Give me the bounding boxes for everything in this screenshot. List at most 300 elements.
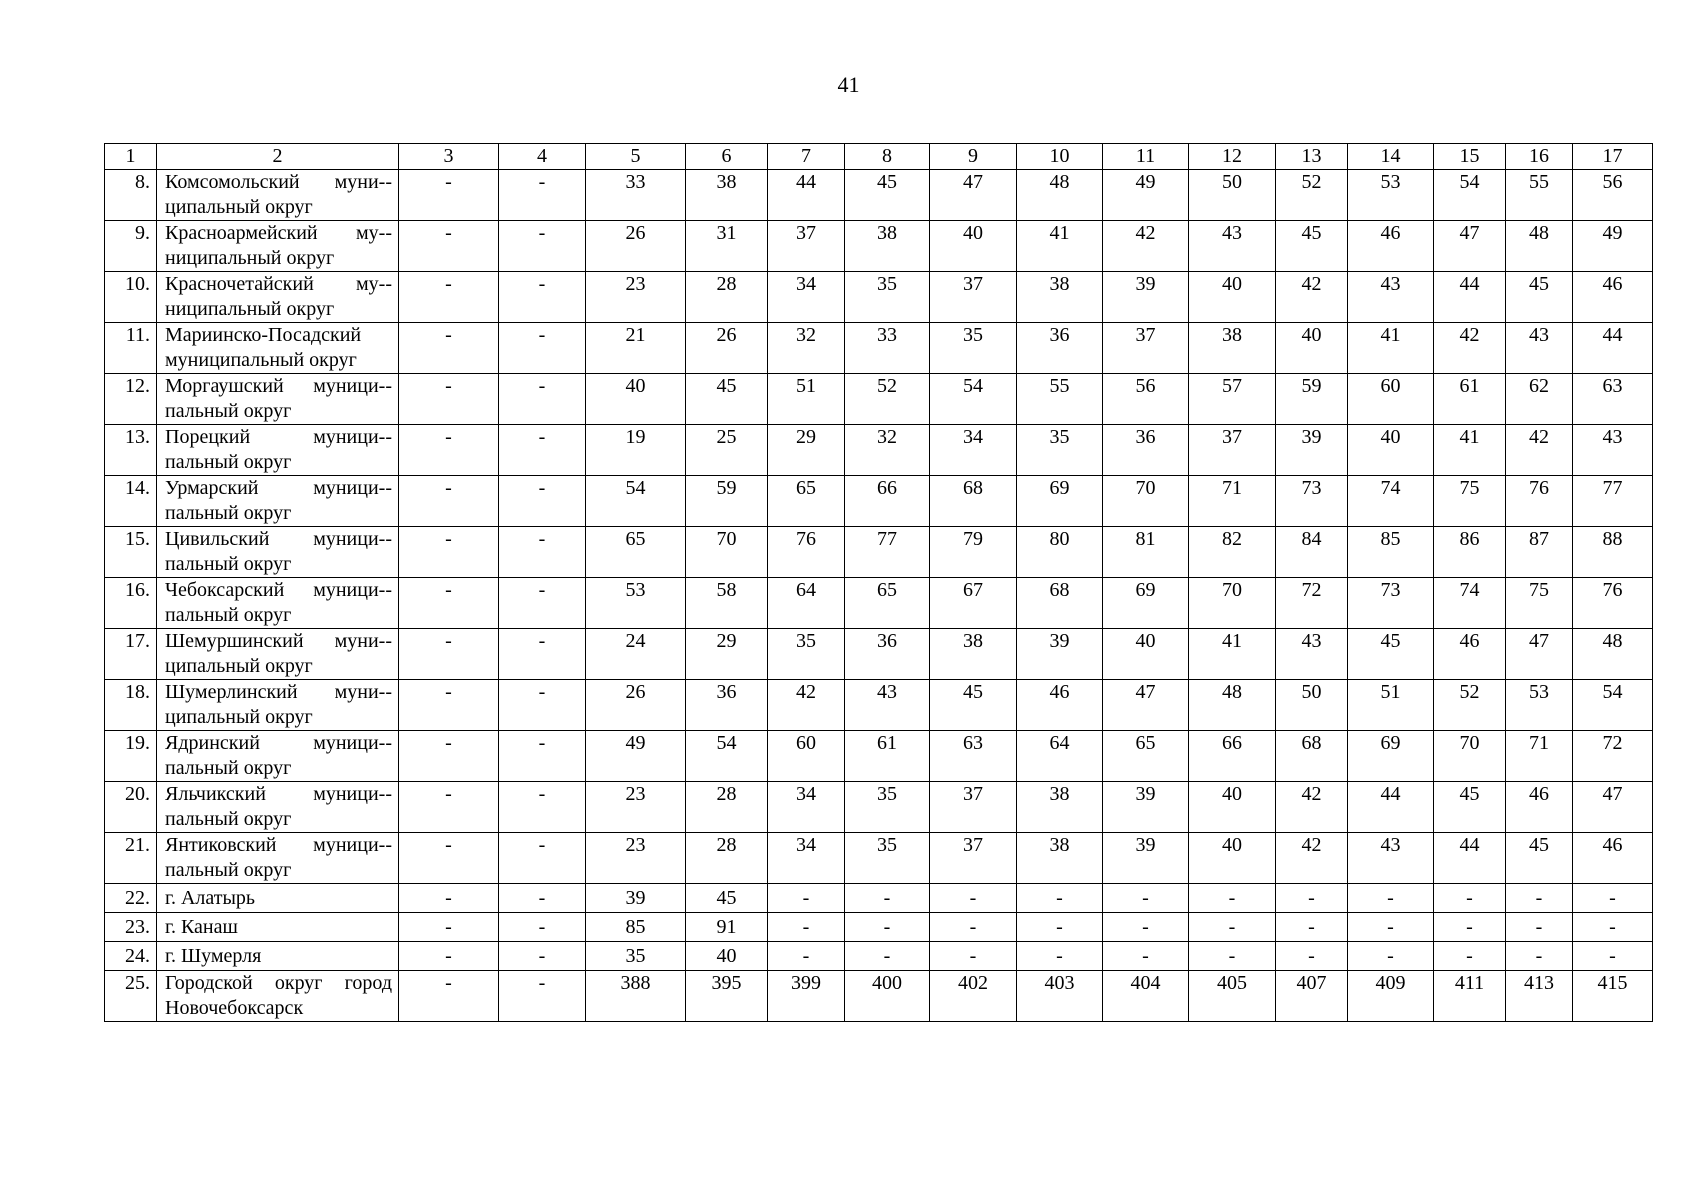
table-cell: 37 <box>930 833 1017 884</box>
table-cell: 44 <box>1434 833 1506 884</box>
table-cell: 75 <box>1506 578 1573 629</box>
table-cell: - <box>1103 884 1189 913</box>
municipality-name: г. Канаш <box>157 913 399 942</box>
table-cell: 31 <box>686 221 768 272</box>
table-cell: 43 <box>845 680 930 731</box>
table-cell: 54 <box>930 374 1017 425</box>
column-header: 4 <box>499 144 586 170</box>
table-cell: 34 <box>768 272 845 323</box>
table-cell: 34 <box>930 425 1017 476</box>
table-cell: - <box>499 942 586 971</box>
table-cell: 68 <box>1017 578 1103 629</box>
table-cell: 46 <box>1434 629 1506 680</box>
table-cell: 33 <box>845 323 930 374</box>
table-cell: 21 <box>586 323 686 374</box>
column-header: 12 <box>1189 144 1276 170</box>
table-cell: 41 <box>1189 629 1276 680</box>
table-cell: - <box>1103 942 1189 971</box>
municipality-name: Урмарский муници-пальный округ <box>157 476 399 527</box>
table-cell: 49 <box>1103 170 1189 221</box>
table-cell: 76 <box>1573 578 1653 629</box>
table-cell: - <box>768 942 845 971</box>
table-cell: - <box>399 374 499 425</box>
table-cell: - <box>499 374 586 425</box>
table-cell: 66 <box>1189 731 1276 782</box>
table-cell: - <box>399 170 499 221</box>
municipality-name: г. Алатырь <box>157 884 399 913</box>
table-cell: 50 <box>1189 170 1276 221</box>
table-cell: 49 <box>586 731 686 782</box>
table-cell: 44 <box>1434 272 1506 323</box>
table-cell: - <box>768 913 845 942</box>
table-cell: 44 <box>1348 782 1434 833</box>
table-cell: 53 <box>586 578 686 629</box>
table-cell: 51 <box>1348 680 1434 731</box>
table-cell: 46 <box>1017 680 1103 731</box>
table-cell: 48 <box>1506 221 1573 272</box>
table-cell: 76 <box>768 527 845 578</box>
table-cell: 56 <box>1103 374 1189 425</box>
table-cell: - <box>1506 913 1573 942</box>
table-cell: 48 <box>1189 680 1276 731</box>
table-cell: 47 <box>1103 680 1189 731</box>
column-header: 16 <box>1506 144 1573 170</box>
table-cell: 35 <box>930 323 1017 374</box>
table-cell: 23 <box>586 782 686 833</box>
table-cell: - <box>1017 913 1103 942</box>
table-row <box>105 221 1653 272</box>
table-cell: 405 <box>1189 971 1276 1022</box>
municipality-name: Ядринский муници-пальный округ <box>157 731 399 782</box>
row-number: 20. <box>105 782 157 833</box>
table-cell: 58 <box>686 578 768 629</box>
row-number: 13. <box>105 425 157 476</box>
table-cell: - <box>1189 942 1276 971</box>
table-cell: 65 <box>1103 731 1189 782</box>
table-cell: 400 <box>845 971 930 1022</box>
table-cell: - <box>499 833 586 884</box>
table-cell: 41 <box>1348 323 1434 374</box>
column-header: 2 <box>157 144 399 170</box>
table-row <box>105 680 1653 731</box>
table-cell: - <box>399 680 499 731</box>
table-cell: 28 <box>686 833 768 884</box>
table-cell: - <box>399 971 499 1022</box>
table-cell: 45 <box>1434 782 1506 833</box>
table-cell: 43 <box>1189 221 1276 272</box>
table-cell: 34 <box>768 782 845 833</box>
table-cell: 63 <box>930 731 1017 782</box>
table-cell: - <box>499 782 586 833</box>
table-row <box>105 476 1653 527</box>
table-row <box>105 971 1653 1022</box>
table-cell: - <box>845 913 930 942</box>
table-cell: 79 <box>930 527 1017 578</box>
municipality-name: Красночетайский му-ниципальный округ <box>157 272 399 323</box>
table-cell: - <box>499 680 586 731</box>
table-cell: 68 <box>930 476 1017 527</box>
table-cell: 47 <box>930 170 1017 221</box>
row-number: 18. <box>105 680 157 731</box>
column-header: 15 <box>1434 144 1506 170</box>
column-header: 6 <box>686 144 768 170</box>
municipality-name: Яльчикский муници-пальный округ <box>157 782 399 833</box>
table-cell: - <box>399 527 499 578</box>
table-row <box>105 323 1653 374</box>
table-cell: 36 <box>686 680 768 731</box>
row-number: 24. <box>105 942 157 971</box>
table-cell: 88 <box>1573 527 1653 578</box>
row-number: 16. <box>105 578 157 629</box>
table-cell: 40 <box>1348 425 1434 476</box>
table-cell: 37 <box>1189 425 1276 476</box>
table-cell: 36 <box>1103 425 1189 476</box>
table-cell: 54 <box>586 476 686 527</box>
table-cell: 399 <box>768 971 845 1022</box>
table-cell: 53 <box>1348 170 1434 221</box>
table-cell: 59 <box>686 476 768 527</box>
table-cell: 85 <box>1348 527 1434 578</box>
table-row <box>105 374 1653 425</box>
table-cell: 388 <box>586 971 686 1022</box>
table-cell: 42 <box>1276 782 1348 833</box>
table-cell: - <box>499 731 586 782</box>
table-cell: 77 <box>845 527 930 578</box>
table-cell: 48 <box>1573 629 1653 680</box>
table-cell: - <box>399 833 499 884</box>
table-cell: 39 <box>586 884 686 913</box>
table-cell: 42 <box>1276 272 1348 323</box>
table-cell: 40 <box>686 942 768 971</box>
table-cell: - <box>1348 942 1434 971</box>
table-cell: 37 <box>930 272 1017 323</box>
table-cell: 40 <box>1276 323 1348 374</box>
table-cell: 40 <box>930 221 1017 272</box>
table-cell: 41 <box>1434 425 1506 476</box>
page-number: 41 <box>837 72 860 97</box>
column-header: 13 <box>1276 144 1348 170</box>
table-cell: 73 <box>1276 476 1348 527</box>
table-cell: 46 <box>1573 272 1653 323</box>
municipality-name: Шемуршинский муни-ципальный округ <box>157 629 399 680</box>
table-cell: 82 <box>1189 527 1276 578</box>
table-cell: 413 <box>1506 971 1573 1022</box>
table-cell: 40 <box>1189 272 1276 323</box>
table-cell: 39 <box>1103 833 1189 884</box>
table-cell: - <box>1434 913 1506 942</box>
row-number: 21. <box>105 833 157 884</box>
row-number: 22. <box>105 884 157 913</box>
row-number: 19. <box>105 731 157 782</box>
table-header <box>105 144 1653 170</box>
table-cell: 65 <box>586 527 686 578</box>
table-cell: 76 <box>1506 476 1573 527</box>
table-cell: 74 <box>1348 476 1434 527</box>
table-cell: 403 <box>1017 971 1103 1022</box>
table-cell: - <box>930 884 1017 913</box>
table-cell: 49 <box>1573 221 1653 272</box>
table-cell: 59 <box>1276 374 1348 425</box>
table-cell: - <box>1506 942 1573 971</box>
table-cell: - <box>399 782 499 833</box>
table-cell: 40 <box>586 374 686 425</box>
table-cell: - <box>1348 884 1434 913</box>
table-cell: - <box>1348 913 1434 942</box>
municipality-name: Красноармейский му-ниципальный округ <box>157 221 399 272</box>
table-cell: - <box>1189 913 1276 942</box>
table-cell: 38 <box>930 629 1017 680</box>
table-cell: 52 <box>845 374 930 425</box>
table-cell: 62 <box>1506 374 1573 425</box>
table-cell: 37 <box>1103 323 1189 374</box>
municipality-name: Комсомольский муни-ципальный округ <box>157 170 399 221</box>
table-cell: 77 <box>1573 476 1653 527</box>
table-cell: 47 <box>1506 629 1573 680</box>
table-cell: 35 <box>1017 425 1103 476</box>
municipality-name: Чебоксарский муници-пальный округ <box>157 578 399 629</box>
column-header: 10 <box>1017 144 1103 170</box>
table-cell: 42 <box>1276 833 1348 884</box>
table-cell: - <box>399 578 499 629</box>
table-cell: - <box>499 170 586 221</box>
table-cell: 72 <box>1573 731 1653 782</box>
table-cell: 28 <box>686 782 768 833</box>
table-cell: 66 <box>845 476 930 527</box>
table-cell: - <box>399 323 499 374</box>
table-cell: - <box>1276 884 1348 913</box>
column-header: 17 <box>1573 144 1653 170</box>
table-cell: 39 <box>1103 782 1189 833</box>
table-cell: 70 <box>1434 731 1506 782</box>
table-cell: 64 <box>1017 731 1103 782</box>
table-cell: - <box>499 971 586 1022</box>
table-row <box>105 629 1653 680</box>
table-cell: 39 <box>1017 629 1103 680</box>
table-cell: 52 <box>1276 170 1348 221</box>
table-cell: 45 <box>1348 629 1434 680</box>
table-cell: 39 <box>1276 425 1348 476</box>
table-cell: - <box>499 884 586 913</box>
table-cell: - <box>1434 942 1506 971</box>
table-row <box>105 272 1653 323</box>
table-cell: 72 <box>1276 578 1348 629</box>
table-cell: 86 <box>1434 527 1506 578</box>
column-header: 3 <box>399 144 499 170</box>
table-cell: - <box>768 884 845 913</box>
table-cell: 35 <box>768 629 845 680</box>
table-cell: 70 <box>686 527 768 578</box>
table-cell: - <box>1573 913 1653 942</box>
table-cell: - <box>499 323 586 374</box>
table-cell: - <box>845 884 930 913</box>
table-cell: 45 <box>686 374 768 425</box>
table-cell: 70 <box>1189 578 1276 629</box>
table-cell: 43 <box>1276 629 1348 680</box>
table-cell: 40 <box>1189 782 1276 833</box>
column-header: 5 <box>586 144 686 170</box>
table-cell: 37 <box>930 782 1017 833</box>
table-cell: 69 <box>1103 578 1189 629</box>
table-cell: 35 <box>845 833 930 884</box>
table-cell: 73 <box>1348 578 1434 629</box>
table-cell: - <box>499 578 586 629</box>
table-cell: 61 <box>1434 374 1506 425</box>
table-cell: - <box>399 425 499 476</box>
column-header: 14 <box>1348 144 1434 170</box>
table-cell: 45 <box>686 884 768 913</box>
table-cell: 24 <box>586 629 686 680</box>
table-cell: 23 <box>586 272 686 323</box>
table-cell: 44 <box>768 170 845 221</box>
table-cell: 402 <box>930 971 1017 1022</box>
table-cell: 61 <box>845 731 930 782</box>
table-cell: 80 <box>1017 527 1103 578</box>
table-cell: 65 <box>845 578 930 629</box>
column-header: 9 <box>930 144 1017 170</box>
row-number: 14. <box>105 476 157 527</box>
table-cell: 45 <box>1506 833 1573 884</box>
municipality-name: Шумерлинский муни-ципальный округ <box>157 680 399 731</box>
table-row <box>105 833 1653 884</box>
row-number: 9. <box>105 221 157 272</box>
row-number: 17. <box>105 629 157 680</box>
table-cell: - <box>499 913 586 942</box>
table-cell: 54 <box>1573 680 1653 731</box>
column-header: 11 <box>1103 144 1189 170</box>
table-row <box>105 942 1653 971</box>
table-cell: 64 <box>768 578 845 629</box>
table-cell: 71 <box>1189 476 1276 527</box>
table-cell: - <box>1434 884 1506 913</box>
table-cell: 75 <box>1434 476 1506 527</box>
table-cell: 60 <box>768 731 845 782</box>
table-cell: 40 <box>1189 833 1276 884</box>
table-cell: 38 <box>686 170 768 221</box>
municipality-name: Янтиковский муници-пальный округ <box>157 833 399 884</box>
table-cell: 38 <box>1017 272 1103 323</box>
table-cell: 29 <box>686 629 768 680</box>
table-cell: 37 <box>768 221 845 272</box>
table-cell: 26 <box>686 323 768 374</box>
table-cell: 409 <box>1348 971 1434 1022</box>
table-cell: 415 <box>1573 971 1653 1022</box>
table-cell: 35 <box>845 272 930 323</box>
table-cell: 45 <box>930 680 1017 731</box>
table-cell: 74 <box>1434 578 1506 629</box>
table-cell: 60 <box>1348 374 1434 425</box>
header-row <box>105 144 1653 170</box>
table-cell: - <box>499 221 586 272</box>
table-cell: 65 <box>768 476 845 527</box>
table-cell: 38 <box>1017 782 1103 833</box>
table-cell: 71 <box>1506 731 1573 782</box>
municipality-name: Городской округ город Новочебоксарск <box>157 971 399 1022</box>
table-row <box>105 884 1653 913</box>
table-cell: 411 <box>1434 971 1506 1022</box>
column-header: 8 <box>845 144 930 170</box>
table-cell: 68 <box>1276 731 1348 782</box>
table-cell: 48 <box>1017 170 1103 221</box>
table-cell: - <box>1573 942 1653 971</box>
table-cell: 87 <box>1506 527 1573 578</box>
municipality-name: Цивильский муници-пальный округ <box>157 527 399 578</box>
table-cell: 70 <box>1103 476 1189 527</box>
column-header: 1 <box>105 144 157 170</box>
table-cell: 404 <box>1103 971 1189 1022</box>
table-cell: 50 <box>1276 680 1348 731</box>
table-cell: 43 <box>1348 833 1434 884</box>
table-cell: 57 <box>1189 374 1276 425</box>
table-cell: 51 <box>768 374 845 425</box>
table-cell: - <box>499 476 586 527</box>
table-cell: 67 <box>930 578 1017 629</box>
table-cell: 52 <box>1434 680 1506 731</box>
table-cell: - <box>499 272 586 323</box>
municipality-name: Мариинско-Посадский муниципальный округ <box>157 323 399 374</box>
table-row <box>105 578 1653 629</box>
table-cell: 26 <box>586 221 686 272</box>
table-cell: 42 <box>768 680 845 731</box>
table-cell: - <box>399 942 499 971</box>
table-cell: - <box>499 425 586 476</box>
table-cell: 23 <box>586 833 686 884</box>
table-cell: 42 <box>1434 323 1506 374</box>
table-cell: 25 <box>686 425 768 476</box>
table-cell: 46 <box>1348 221 1434 272</box>
table-cell: 44 <box>1573 323 1653 374</box>
table-cell: 34 <box>768 833 845 884</box>
table-row <box>105 170 1653 221</box>
table-cell: 38 <box>1017 833 1103 884</box>
table-cell: - <box>399 913 499 942</box>
table-cell: - <box>845 942 930 971</box>
table-cell: - <box>399 629 499 680</box>
row-number: 15. <box>105 527 157 578</box>
table-cell: - <box>1276 913 1348 942</box>
table-cell: 55 <box>1506 170 1573 221</box>
table-cell: 39 <box>1103 272 1189 323</box>
table-cell: 43 <box>1573 425 1653 476</box>
table-row <box>105 782 1653 833</box>
table-cell: - <box>399 731 499 782</box>
municipality-name: Моргаушский муници-пальный округ <box>157 374 399 425</box>
table-cell: - <box>1189 884 1276 913</box>
table-cell: 45 <box>845 170 930 221</box>
table-cell: 91 <box>686 913 768 942</box>
row-number: 10. <box>105 272 157 323</box>
table-cell: - <box>930 942 1017 971</box>
municipality-name: Порецкий муници-пальный округ <box>157 425 399 476</box>
table-cell: 33 <box>586 170 686 221</box>
table-cell: 85 <box>586 913 686 942</box>
table-cell: 32 <box>768 323 845 374</box>
table-cell: 47 <box>1573 782 1653 833</box>
table-cell: 19 <box>586 425 686 476</box>
table-cell: - <box>399 476 499 527</box>
row-number: 25. <box>105 971 157 1022</box>
table-cell: - <box>1017 942 1103 971</box>
column-header: 7 <box>768 144 845 170</box>
table-cell: - <box>399 221 499 272</box>
table-cell: 53 <box>1506 680 1573 731</box>
table-cell: 42 <box>1103 221 1189 272</box>
table-cell: - <box>1573 884 1653 913</box>
table-cell: 38 <box>845 221 930 272</box>
table-cell: 63 <box>1573 374 1653 425</box>
table-cell: 28 <box>686 272 768 323</box>
table-cell: 35 <box>586 942 686 971</box>
table-row <box>105 425 1653 476</box>
